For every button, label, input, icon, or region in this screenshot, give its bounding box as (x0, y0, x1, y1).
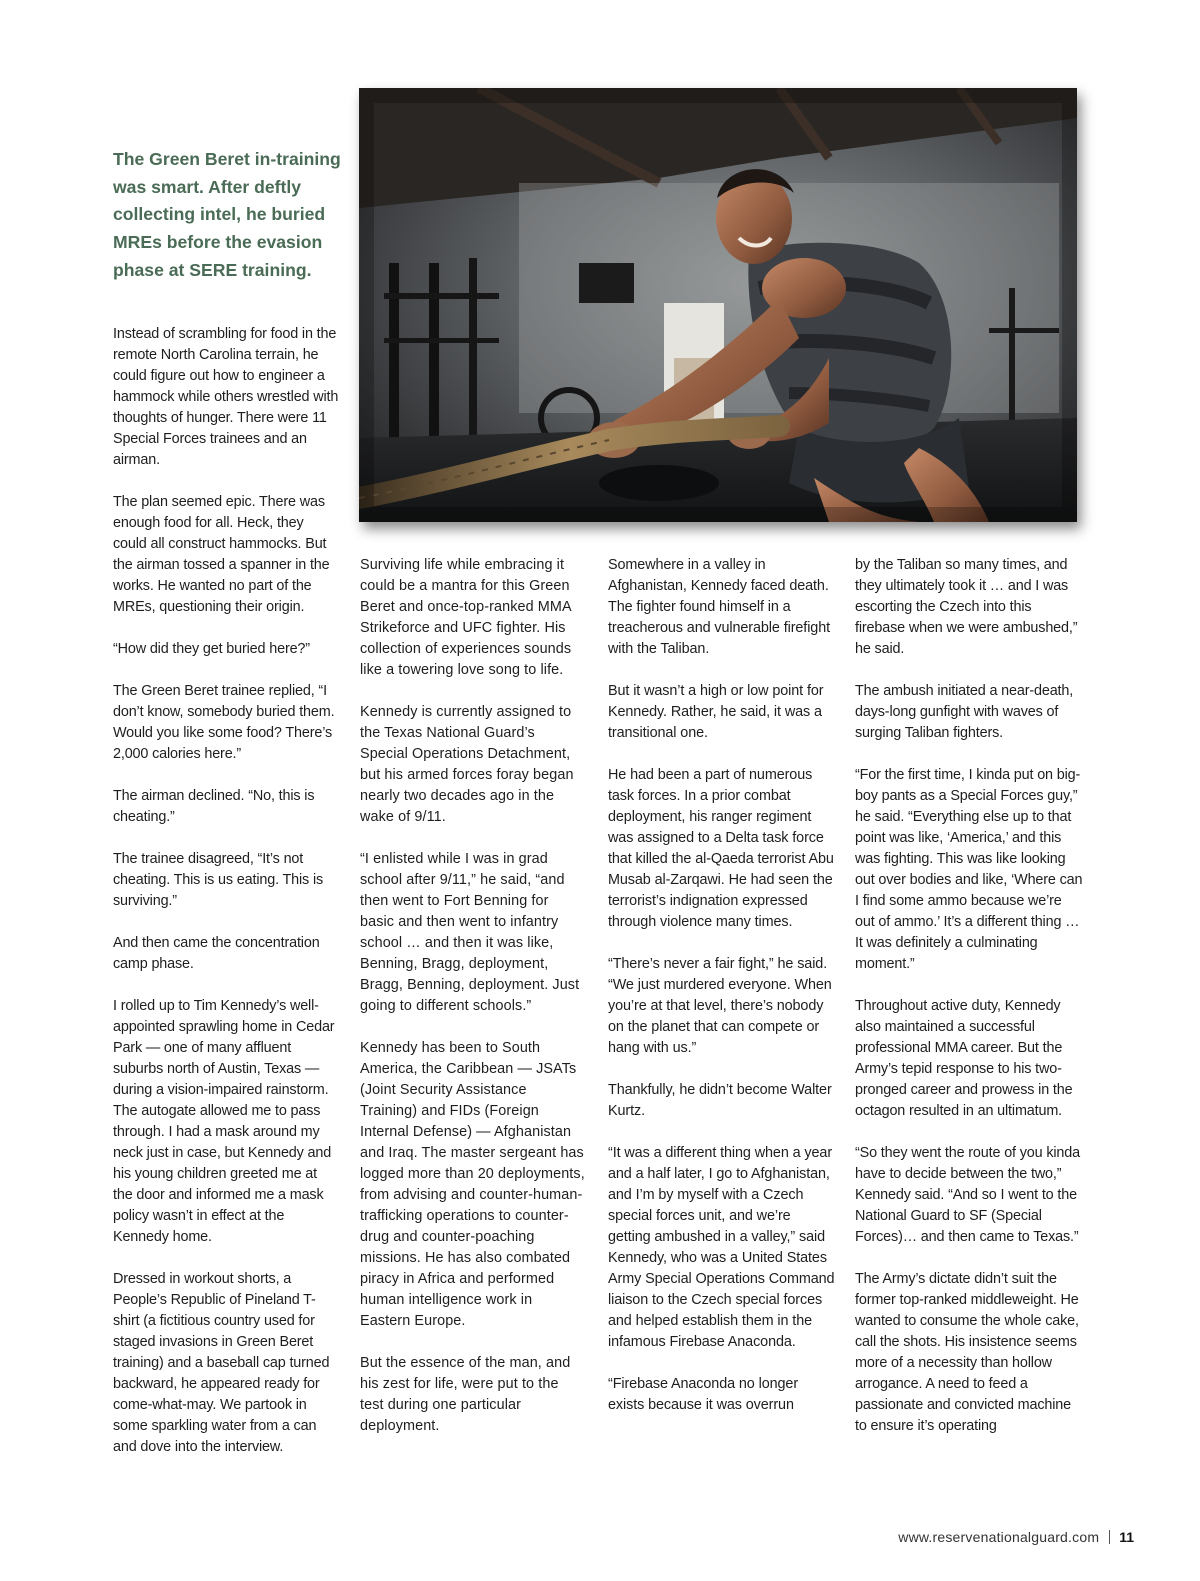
footer-divider (1109, 1530, 1110, 1544)
paragraph: I rolled up to Tim Kennedy’s well-appointed sprawling home in Cedar Park — one of many affluent suburbs north of Austin, Texas — during a vision-impaired rainstorm. The autogate allowed me to pass through. I had a mask around my neck just in case, but Kennedy and his young children greeted me at the door and informed me a mask policy wasn’t in effect at the Kennedy home. (113, 998, 335, 1245)
paragraph: “There’s never a fair fight,” he said. “We just murdered everyone. When you’re at that level, there’s nobody on the planet that can compete or hang with us.” (608, 956, 832, 1056)
paragraph: The Army’s dictate didn’t suit the former top-ranked middleweight. He wanted to consume the whole cake, call the shots. His insistence seems more of a necessity than hollow arrogance. A need to feed a passionate and convicted machine to ensure it’s operating (855, 1271, 1079, 1434)
website-url[interactable]: www.reservenationalguard.com (898, 1529, 1100, 1545)
page-number: 11 (1119, 1529, 1134, 1545)
paragraph: The Green Beret trainee replied, “I don’t know, somebody buried them. Would you like some food? There’s 2,000 calories here.” (113, 683, 335, 762)
text-column-4 (855, 555, 1083, 1437)
paragraph: And then came the concentration camp phase. (113, 935, 320, 972)
paragraph: Kennedy is currently assigned to the Texas National Guard’s Special Operations Detachment, but his armed forces foray began nearly two decades ago in the wake of 9/11. (360, 704, 574, 825)
text-column-1 (113, 324, 339, 1458)
athlete-pulling-rope-image (359, 88, 1077, 522)
text-column-2 (360, 555, 586, 1437)
paragraph: Thankfully, he didn’t become Walter Kurtz. (608, 1082, 832, 1119)
paragraph: “It was a different thing when a year and a half later, I go to Afghanistan, and I’m by myself with a Czech special forces unit, and we’re getting ambushed in a valley,” said Kennedy, who was a United States Army Special Operations Command liaison to the Czech special forces and helped establish them in the infamous Firebase Anaconda. (608, 1145, 835, 1350)
page-footer (898, 1529, 1134, 1545)
paragraph: But it wasn’t a high or low point for Kennedy. Rather, he said, it was a transitional one. (608, 683, 824, 741)
paragraph: “I enlisted while I was in grad school after 9/11,” he said, “and then went to Fort Benning for basic and then went to infantry school … and then it was like, Benning, Bragg, deployment, Bragg, Benning, deployment. Just going to different schools.” (360, 851, 580, 1014)
paragraph: But the essence of the man, and his zest for life, were put to the test during one particular deployment. (360, 1355, 571, 1434)
text-column-3 (608, 555, 836, 1416)
paragraph: “For the first time, I kinda put on big-boy pants as a Special Forces guy,” he said. “Everything else up to that point was like, ‘America,’ and this was fighting. This was like looking out over bodies and like, ‘Where can I find some ammo because we’re out of ammo.’ It’s a different thing … It was definitely a culminating moment.” (855, 767, 1083, 972)
paragraph: Throughout active duty, Kennedy also maintained a successful professional MMA career. But the Army’s tepid response to his two-pronged career and prowess in the octagon resulted in an ultimatum. (855, 998, 1073, 1119)
pull-quote: The Green Beret in-training was smart. After deftly collecting intel, he buried MREs before the evasion phase at SERE training. (113, 149, 341, 280)
paragraph: Instead of scrambling for food in the remote North Carolina terrain, he could figure out how to engineer a hammock while others wrestled with thoughts of hunger. There were 11 Special Forces trainees and an airman. (113, 326, 339, 468)
paragraph: Dressed in workout shorts, a People’s Republic of Pineland T-shirt (a fictitious country used for staged invasions in Green Beret training) and a baseball cap turned backward, he appeared ready for come-what-may. We partook in some sparkling water from a can and dove into the interview. (113, 1271, 330, 1455)
paragraph: The airman declined. “No, this is cheating.” (113, 788, 315, 825)
paragraph: Kennedy has been to South America, the Caribbean — JSATs (Joint Security Assistance Training) and FIDs (Foreign Internal Defense) — Afghanistan and Iraq. The master sergeant has logged more than 20 deployments, from advising and counter-human-trafficking operations to counter-drug and counter-poaching missions. He has also combated piracy in Africa and performed human intelligence work in Eastern Europe. (360, 1040, 585, 1329)
paragraph: The plan seemed epic. There was enough food for all. Heck, they could all construct hammocks. But the airman tossed a spanner in the works. He wanted no part of the MREs, questioning their origin. (113, 494, 330, 615)
paragraph: The trainee disagreed, “It’s not cheating. This is us eating. This is surviving.” (113, 851, 324, 909)
paragraph: by the Taliban so many times, and they ultimately took it … and I was escorting the Czech into this firebase when we were ambushed,” he said. (855, 557, 1078, 657)
paragraph: Somewhere in a valley in Afghanistan, Kennedy faced death. The fighter found himself in a treacherous and vulnerable firefight with the Taliban. (608, 557, 830, 657)
paragraph: He had been a part of numerous task forces. In a prior combat deployment, his ranger regiment was assigned to a Delta task force that killed the al-Qaeda terrorist Abu Musab al-Zarqawi. He had seen the terrorist’s indignation expressed through violence many times. (608, 767, 834, 930)
hero-photo (359, 88, 1077, 522)
paragraph: “How did they get buried here?” (113, 641, 310, 657)
paragraph: “Firebase Anaconda no longer exists because it was overrun (608, 1376, 799, 1413)
paragraph: The ambush initiated a near-death, days-long gunfight with waves of surging Taliban fighters. (855, 683, 1074, 741)
paragraph: “So they went the route of you kinda have to decide between the two,” Kennedy said. “And so I went to the National Guard to SF (Special Forces)… and then came to Texas.” (855, 1145, 1080, 1245)
paragraph: Surviving life while embracing it could be a mantra for this Green Beret and once-top-ranked MMA Strikeforce and UFC fighter. His collection of experiences sounds like a towering love song to life. (360, 557, 572, 678)
